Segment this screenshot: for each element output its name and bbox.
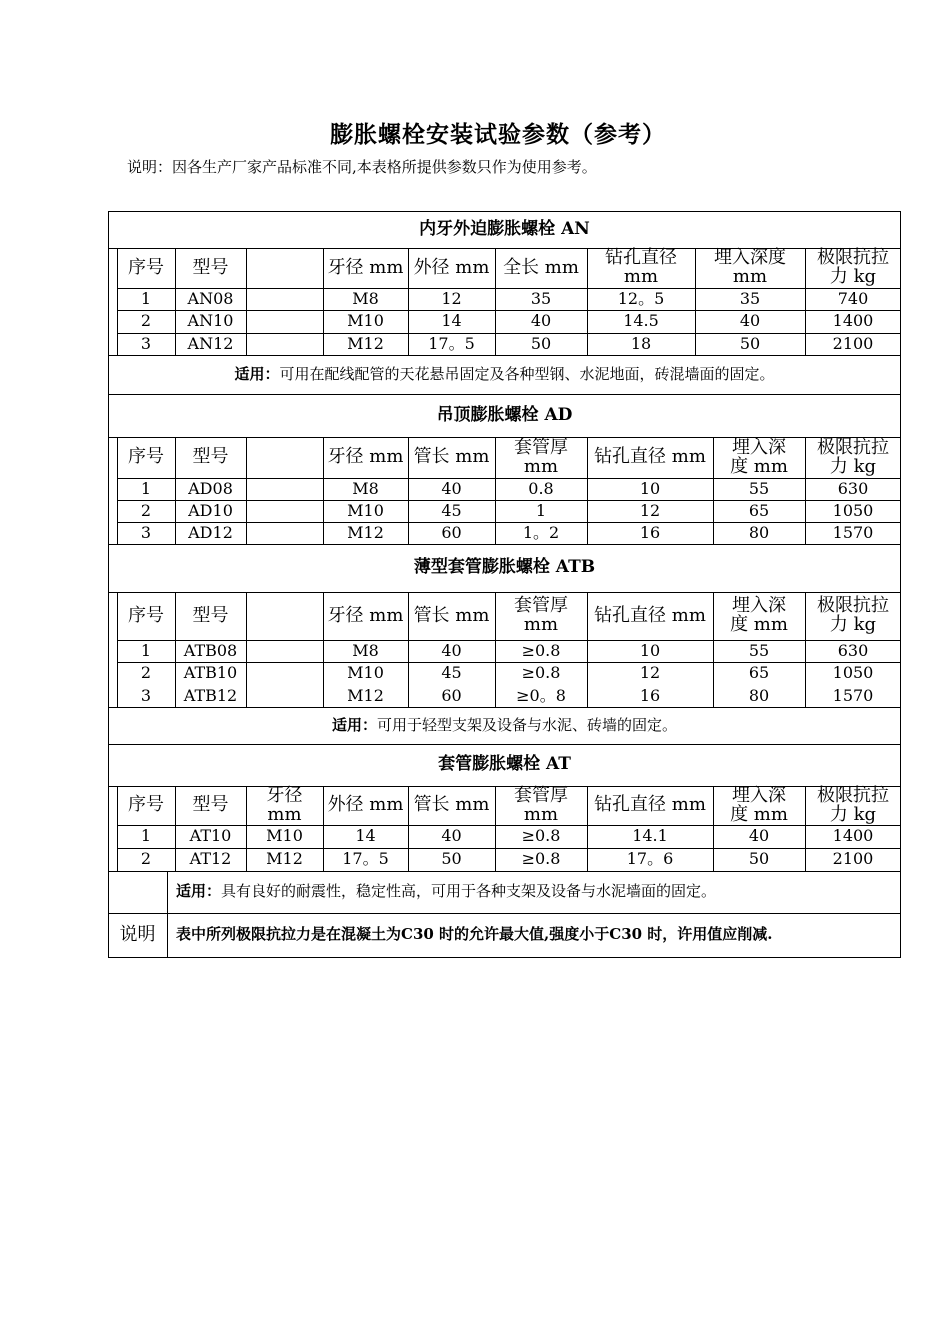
ad-row2-index: 2 bbox=[140, 500, 152, 520]
at-header-tensile: 极限抗拉力 kg bbox=[817, 784, 889, 825]
ad-row1-model: AD08 bbox=[188, 478, 233, 498]
at-header-drill-diameter: 钻孔直径 mm bbox=[594, 794, 706, 816]
atb-row3-thread: M12 bbox=[347, 685, 384, 705]
atb-apply-row bbox=[108, 707, 901, 744]
ad-section-title: 吊顶膨胀螺栓 AD bbox=[436, 404, 573, 425]
an-row2-drill: 14.5 bbox=[623, 311, 659, 331]
an-row3-index: 3 bbox=[140, 333, 152, 353]
ad-row3-depth: 80 bbox=[748, 522, 770, 542]
ad-row3-drill: 16 bbox=[639, 522, 661, 542]
at-row1-tensile: 1400 bbox=[832, 826, 874, 846]
at-row1-index: 1 bbox=[140, 826, 152, 846]
an-row1-model: AN08 bbox=[187, 288, 234, 308]
at-row2-depth: 50 bbox=[748, 849, 770, 869]
an-row2-depth: 40 bbox=[739, 311, 761, 331]
ad-header-model: 型号 bbox=[192, 446, 229, 468]
at-apply-text: 具有良好的耐震性，稳定性高，可用于各种支架及设备与水泥墙面的固定。 bbox=[221, 882, 717, 901]
an-header-tensile: 极限抗拉力 kg bbox=[817, 247, 889, 287]
an-row1-outer: 12 bbox=[441, 288, 462, 308]
an-header-outer-diameter: 外径 mm bbox=[413, 256, 490, 278]
atb-row1-tensile: 630 bbox=[837, 640, 869, 660]
atb-row3-tube: 60 bbox=[441, 685, 462, 705]
atb-row1-model: ATB08 bbox=[183, 640, 238, 660]
an-row3-length: 50 bbox=[530, 333, 552, 353]
an-row2-outer: 14 bbox=[441, 311, 462, 331]
at-row2-tube: 50 bbox=[441, 849, 462, 869]
ad-row3-tube: 60 bbox=[441, 522, 462, 542]
an-header-index: 序号 bbox=[128, 256, 164, 278]
ad-row2-tube: 45 bbox=[441, 500, 462, 520]
atb-header-sleeve-thickness: 套管厚 mm bbox=[514, 595, 568, 635]
atb-section-title: 薄型套管膨胀螺栓 ATB bbox=[413, 557, 596, 578]
an-header-length: 全长 mm bbox=[503, 256, 579, 278]
atb-header-index: 序号 bbox=[128, 604, 164, 626]
an-row3-tensile: 2100 bbox=[832, 333, 874, 353]
atb-row3-depth: 80 bbox=[748, 685, 770, 705]
ad-row2-tensile: 1050 bbox=[832, 500, 874, 520]
an-row2-length: 40 bbox=[530, 311, 552, 331]
an-row1-index: 1 bbox=[140, 288, 152, 308]
at-row1-tube: 40 bbox=[441, 826, 462, 846]
ad-row2-model: AD10 bbox=[188, 500, 233, 520]
ad-header-blank bbox=[246, 437, 323, 478]
atb-row2-thread: M10 bbox=[347, 663, 384, 683]
atb-header-blank bbox=[246, 592, 323, 640]
atb-row1-tube: 40 bbox=[441, 640, 462, 660]
ad-row1-drill: 10 bbox=[639, 478, 661, 498]
ad-header-thread: 牙径 mm bbox=[327, 446, 404, 468]
ad-header-drill-diameter: 钻孔直径 mm bbox=[594, 446, 706, 468]
atb-row3-index: 3 bbox=[140, 685, 152, 705]
ad-row1-thread: M8 bbox=[352, 478, 379, 498]
atb-header-thread: 牙径 mm bbox=[327, 604, 404, 626]
an-row2-index: 2 bbox=[140, 311, 152, 331]
atb-header-tube-length: 管长 mm bbox=[413, 604, 490, 626]
an-header-blank bbox=[246, 248, 323, 288]
at-row1-outer: 14 bbox=[355, 826, 376, 846]
bolt-parameter-table bbox=[108, 211, 901, 958]
ad-row2-drill: 12 bbox=[639, 500, 661, 520]
an-row3-thread: M12 bbox=[347, 333, 384, 353]
ad-row1-sleeve: 0.8 bbox=[528, 478, 554, 498]
an-apply-row bbox=[108, 355, 901, 394]
ad-header-index: 序号 bbox=[128, 446, 164, 468]
at-row2-model: AT12 bbox=[189, 849, 232, 869]
atb-row1-sleeve: ≥0.8 bbox=[521, 640, 561, 660]
an-header-drill-diameter: 钻孔直径 mm bbox=[605, 247, 677, 287]
at-header-tube-length: 管长 mm bbox=[413, 794, 490, 816]
atb-row1-index: 1 bbox=[140, 640, 152, 660]
atb-row1-drill: 10 bbox=[639, 640, 661, 660]
at-apply-row bbox=[168, 871, 901, 913]
atb-row3-drill: 16 bbox=[639, 685, 661, 705]
an-row1-tensile: 740 bbox=[837, 288, 869, 308]
an-row2-model: AN10 bbox=[187, 311, 234, 331]
ad-header-embed-depth: 埋入深度 mm bbox=[730, 436, 788, 477]
atb-row3-tensile: 1570 bbox=[832, 685, 874, 705]
ad-header-sleeve-thickness: 套管厚 mm bbox=[514, 436, 568, 477]
an-header-model: 型号 bbox=[192, 256, 229, 278]
at-row1-drill: 14.1 bbox=[632, 826, 668, 846]
an-row3-drill: 18 bbox=[630, 333, 652, 353]
at-row2-tensile: 2100 bbox=[832, 849, 874, 869]
at-header-embed-depth: 埋入深度 mm bbox=[730, 784, 788, 825]
at-header-model: 型号 bbox=[192, 794, 229, 816]
an-section-title: 内牙外迫膨胀螺栓 AN bbox=[419, 218, 590, 239]
at-row1-model: AT10 bbox=[189, 826, 232, 846]
atb-row2-index: 2 bbox=[140, 663, 152, 683]
atb-header-drill-diameter: 钻孔直径 mm bbox=[594, 604, 706, 626]
atb-row2-drill: 12 bbox=[639, 663, 661, 683]
at-row1-depth: 40 bbox=[748, 826, 770, 846]
footer-text: 表中所列极限抗拉力是在混凝土为C30 时的允许最大值,强度小于C30 时，许用值应削减. bbox=[176, 925, 773, 944]
an-row3-depth: 50 bbox=[739, 333, 761, 353]
at-row2-outer: 17。5 bbox=[342, 849, 389, 869]
an-row3-outer: 17。5 bbox=[428, 333, 475, 353]
ad-row3-sleeve: 1。2 bbox=[522, 522, 560, 542]
atb-row3-model: ATB12 bbox=[183, 685, 238, 705]
atb-row2-depth: 65 bbox=[748, 663, 770, 683]
footer-label: 说明 bbox=[119, 923, 156, 945]
atb-apply-text: 可用于轻型支架及设备与水泥、砖墙的固定。 bbox=[377, 715, 678, 734]
atb-row2-tensile: 1050 bbox=[832, 663, 874, 683]
an-row2-tensile: 1400 bbox=[832, 311, 874, 331]
at-header-outer-diameter: 外径 mm bbox=[327, 794, 404, 816]
atb-row2-model: ATB10 bbox=[183, 663, 238, 683]
ad-row2-depth: 65 bbox=[748, 500, 770, 520]
usage-note: 说明：因各生产厂家产品标准不同,本表格所提供参数只作为使用参考。 bbox=[127, 158, 597, 176]
an-row3-model: AN12 bbox=[187, 333, 234, 353]
an-row1-depth: 35 bbox=[739, 288, 761, 308]
atb-row2-tube: 45 bbox=[441, 663, 462, 683]
an-apply-label: 适用： bbox=[234, 364, 280, 383]
at-section-title: 套管膨胀螺栓 AT bbox=[438, 754, 571, 775]
ad-row3-index: 3 bbox=[140, 522, 152, 542]
ad-row1-depth: 55 bbox=[748, 478, 770, 498]
atb-header-model: 型号 bbox=[192, 604, 229, 626]
at-row1-thread: M10 bbox=[266, 826, 303, 846]
an-row2-thread: M10 bbox=[347, 311, 384, 331]
ad-header-tensile: 极限抗拉力 kg bbox=[817, 436, 889, 477]
an-apply-text: 可用在配线配管的天花悬吊固定及各种型钢、水泥地面，砖混墙面的固定。 bbox=[279, 364, 775, 383]
an-row1-thread: M8 bbox=[352, 288, 379, 308]
at-row2-index: 2 bbox=[140, 849, 152, 869]
ad-header-tube-length: 管长 mm bbox=[413, 446, 490, 468]
atb-row1-thread: M8 bbox=[352, 640, 379, 660]
ad-row3-thread: M12 bbox=[347, 522, 384, 542]
at-header-sleeve-thickness: 套管厚 mm bbox=[514, 784, 568, 825]
an-row1-drill: 12。5 bbox=[617, 288, 665, 308]
atb-header-tensile: 极限抗拉力 kg bbox=[817, 595, 889, 635]
at-row2-drill: 17。6 bbox=[626, 849, 674, 869]
atb-row1-depth: 55 bbox=[748, 640, 770, 660]
ad-row3-model: AD12 bbox=[188, 522, 233, 542]
atb-apply-label: 适用： bbox=[331, 715, 377, 734]
an-header-thread: 牙径 mm bbox=[327, 256, 404, 278]
at-header-thread: 牙径 mm bbox=[266, 784, 303, 825]
an-header-embed-depth: 埋入深度 mm bbox=[714, 247, 786, 287]
ad-row3-tensile: 1570 bbox=[832, 522, 874, 542]
ad-row2-sleeve: 1 bbox=[535, 500, 547, 520]
at-row2-thread: M12 bbox=[266, 849, 303, 869]
ad-row1-tensile: 630 bbox=[837, 478, 869, 498]
ad-row2-thread: M10 bbox=[347, 500, 384, 520]
document-title: 膨胀螺栓安装试验参数（参考） bbox=[330, 121, 666, 148]
at-header-index: 序号 bbox=[128, 794, 164, 816]
atb-row2-sleeve: ≥0.8 bbox=[521, 663, 561, 683]
ad-row1-tube: 40 bbox=[441, 478, 462, 498]
at-row2-sleeve: ≥0.8 bbox=[521, 849, 561, 869]
atb-header-embed-depth: 埋入深度 mm bbox=[730, 595, 788, 635]
an-row1-length: 35 bbox=[530, 288, 552, 308]
at-row1-sleeve: ≥0.8 bbox=[521, 826, 561, 846]
atb-row3-sleeve: ≥0。8 bbox=[516, 685, 566, 705]
at-apply-label: 适用： bbox=[176, 882, 222, 901]
ad-row1-index: 1 bbox=[140, 478, 152, 498]
